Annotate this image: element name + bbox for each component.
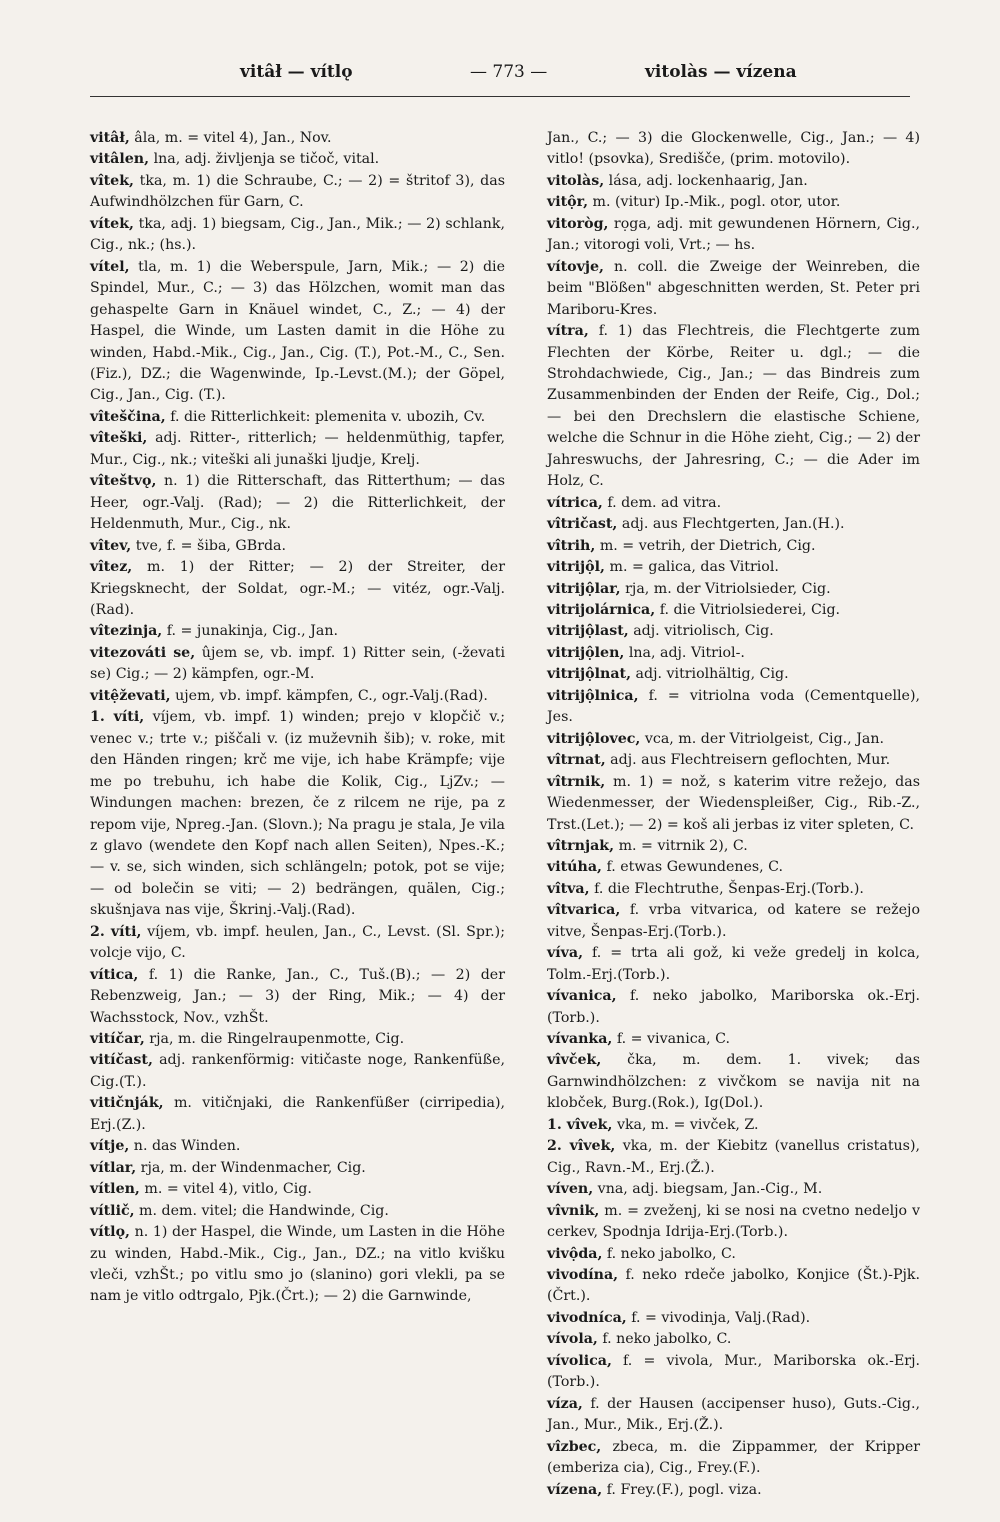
dictionary-entry [547, 836, 920, 857]
dictionary-entry [547, 1115, 920, 1136]
entry-headword: 2. vîvek, [547, 1138, 616, 1155]
dictionary-entry [547, 857, 920, 878]
dictionary-entry [90, 257, 505, 407]
dictionary-entry [547, 536, 920, 557]
entry-headword: vitâł, [90, 130, 130, 146]
entry-headword: vitộr, [547, 194, 589, 211]
dictionary-entry [547, 621, 920, 642]
entry-definition: adj. aus Flechtreisern geflochten, Mur. [605, 752, 891, 769]
entry-definition: f. neko jabolko, Mariborska ok.-Erj.(Torb.). [547, 988, 920, 1026]
dictionary-entry [547, 643, 920, 664]
entry-headword: vítrica, [547, 494, 603, 511]
page-header [90, 62, 920, 92]
entry-headword: vîteški, [90, 430, 148, 447]
entry-headword: vítje, [90, 1138, 130, 1155]
entry-definition: m. vitičnjaki, die Rankenfüßer (cirripedia), Erj.(Z.). [90, 1095, 505, 1133]
entry-definition: n. coll. die Zweige der Weinreben, die beim "Blößen" abgeschnitten werden, St. Peter pri Mariboru-Kres. [547, 258, 920, 318]
entry-definition: vna, adj. biegsam, Jan.-Cig., M. [593, 1181, 823, 1198]
page-number: — 773 — [470, 62, 548, 82]
entry-definition: f. = vitriolna voda (Cementquelle), Jes. [547, 687, 920, 726]
entry-headword: vítlen, [90, 1181, 140, 1198]
entry-definition: m. = zveženj, ki se nosi na cvetno nedeljo v cerkev, Spodnja Idrija-Erj.(Torb.). [547, 1202, 920, 1241]
entry-definition: víjem, vb. impf. heulen, Jan., C., Levst. (Sl. Spr.); volcje vijo, C. [90, 923, 505, 962]
entry-headword: vivodína, [547, 1267, 619, 1284]
dictionary-entry [547, 214, 920, 257]
dictionary-entry [547, 514, 920, 535]
entry-headword: vivộda, [547, 1245, 603, 1262]
dictionary-entry [90, 965, 505, 1029]
entry-definition: m. = vitel 4), vitlo, Cig. [139, 1181, 312, 1198]
entry-headword: vîtezinja, [90, 623, 163, 640]
entry-headword: víza, [547, 1395, 583, 1412]
dictionary-entry [547, 1308, 920, 1329]
dictionary-entry [547, 1480, 920, 1501]
entry-headword: vîtričast, [547, 516, 618, 533]
entry-definition: m. = vitrnik 2), C. [614, 837, 748, 854]
entry-definition: f. = junakinja, Cig., Jan. [162, 623, 338, 640]
entry-headword: vítra, [547, 323, 589, 340]
entry-headword: vîtek, [90, 172, 134, 189]
entry-definition: f. etwas Gewundenes, C. [601, 859, 784, 876]
entry-headword: vitrijộlast, [547, 623, 629, 640]
entry-definition: n. 1) die Ritterschaft, das Ritterthum; — das Heer, ogr.-Valj. (Rad); — 2) die Ritterlichkeit, der Heldenmuth, Mur., Cig., nk. [90, 473, 505, 533]
entry-headword: vítlǫ, [90, 1224, 130, 1241]
entry-definition: lna, adj. življenja se tičoč, vital. [149, 151, 380, 168]
entry-definition: víjem, vb. impf. 1) winden; prejo v klopčič v.; venec v.; trte v.; piščali v. (iz muževnih šib); v. roke, mit den Händen ringen; krč me vije, ich habe Krämpfe; vije me po trebuhu, ich habe die Kolik, Cig., LjZv.; — Windungen machen: brezen, če z rilcem ne rije, pa z repom vije, Npreg.-Jan. (Slovn.); Na pragu je stala, Je vila z glavo (wendete den Kopf nach allen Seiten), Npes.-K.; — v. se, sich winden, sich schlängeln; potok, pot se vije; — od bolečin se viti; — 2) bedrängen, quälen, Cig.; skušnjava nas vije, Škrinj.-Valj.(Rad). [90, 709, 505, 919]
entry-headword: vitezováti se, [90, 644, 196, 661]
entry-headword: vítovje, [547, 258, 604, 275]
entry-definition: f. = trta ali gož, ki veže gredelj in kolca, Tolm.-Erj.(Torb.). [547, 945, 920, 983]
header-rule [90, 96, 910, 97]
entry-headword: vitrijộlnat, [547, 666, 632, 683]
dictionary-entry [547, 750, 920, 771]
right-column [547, 128, 920, 1501]
entry-definition: m. (vitur) Ip.-Mik., pogl. otor, utor. [588, 194, 841, 211]
dictionary-entry [547, 1179, 920, 1200]
dictionary-entry [547, 772, 920, 836]
entry-headword: vitoròg, [547, 215, 609, 232]
dictionary-entry [547, 686, 920, 729]
entry-definition: čka, m. dem. 1. vivek; das Garnwindhölzchen: z vivčkom se navija nit na klobček, Burg.(Rok.), Ig(Dol.). [547, 1052, 920, 1112]
entry-headword: vîvček, [547, 1052, 602, 1069]
entry-headword: vívola, [547, 1331, 598, 1348]
entry-headword: vîvnik, [547, 1202, 600, 1219]
entry-headword: vitrijộlovec, [547, 730, 641, 747]
entry-headword: vitrijộlar, [547, 580, 621, 597]
entry-definition: ujem, vb. impf. kämpfen, C., ogr.-Valj.(Rad). [170, 687, 488, 704]
entry-headword: vîteščina, [90, 408, 166, 425]
dictionary-entry [90, 707, 505, 922]
entry-definition: rja, m. der Windenmacher, Cig. [136, 1159, 366, 1176]
entry-definition: f. dem. ad vitra. [602, 494, 722, 511]
dictionary-entry [90, 1050, 505, 1093]
dictionary-entry [90, 1201, 505, 1222]
entry-headword: víva, [547, 945, 584, 962]
entry-definition: m. = vetrih, der Dietrich, Cig. [595, 537, 816, 554]
entry-definition: f. neko rdeče jabolko, Konjice (Št.)-Pjk.(Črt.). [547, 1267, 920, 1305]
dictionary-entry [547, 1329, 920, 1350]
dictionary-entry [90, 407, 505, 428]
dictionary-entry [547, 664, 920, 685]
dictionary-entry [547, 1351, 920, 1394]
entry-definition: f. die Vitriolsiederei, Cig. [655, 601, 841, 618]
header-left-guide: vitâł — vítlǫ [240, 62, 353, 82]
entry-definition: ûjem se, vb. impf. 1) Ritter sein, (-ževati se) Cig.; — 2) kämpfen, ogr.-M. [90, 644, 505, 683]
entry-definition: tve, f. = šiba, GBrda. [131, 537, 287, 554]
entry-definition: f. 1) das Flechtreis, die Flechtgerte zum Flechten der Körbe, Reiter u. dgl.; — die Strohdachwiede, Cig., Jan.; — das Bindreis zum Zusammenbinden der Enden der Reife, Cig., Dol.; — bei den Drechslern die elastische Schiene, welche die Schnur in die Höhe zieht, Cig.; — 2) der Jahreswuchs, der Jahresring, C.; — die Ader im Holz, C. [547, 323, 920, 490]
dictionary-entry [547, 879, 920, 900]
entry-definition: f. Frey.(F.), pogl. viza. [602, 1481, 762, 1498]
entry-definition: f. die Flechtruthe, Šenpas-Erj.(Torb.). [589, 880, 864, 897]
dictionary-entry [90, 128, 505, 149]
entry-definition: âla, m. = vitel 4), Jan., Nov. [129, 130, 332, 146]
dictionary-entry [547, 1136, 920, 1179]
dictionary-entry [547, 171, 920, 192]
dictionary-entry [90, 171, 505, 214]
entry-headword: vîtva, [547, 880, 590, 897]
dictionary-entry [547, 557, 920, 578]
entry-definition: rja, m. die Ringelraupenmotte, Cig. [144, 1031, 405, 1048]
entry-headword: vîtez, [90, 559, 133, 576]
entry-headword: 2. víti, [90, 923, 142, 940]
entry-definition: zbeca, m. die Zippammer, der Kripper (emberiza cia), Cig., Frey.(F.). [547, 1438, 920, 1477]
entry-definition: f. = vivodinja, Valj.(Rad). [626, 1309, 811, 1326]
entry-headword: vítek, [90, 215, 134, 232]
entry-definition: rọga, adj. mit gewundenen Hörnern, Cig., Jan.; vitorogi voli, Vrt.; — hs. [547, 215, 920, 254]
entry-definition: lna, adj. Vitriol-. [624, 644, 745, 661]
entry-definition: adj. aus Flechtgerten, Jan.(H.). [617, 516, 845, 533]
dictionary-entry [90, 1093, 505, 1136]
entry-definition: Jan., C.; — 3) die Glockenwelle, Cig., Jan.; — 4) vitlo! (psovka), Središče, (prim. motovilo). [547, 130, 920, 168]
entry-definition: tla, m. 1) die Weberspule, Jarn, Mik.; — 2) die Spindel, Mur., C.; — 3) das Hölzchen, womit man das gehaspelte Garn in Knäuel windet, C., Z.; — 4) der Haspel, die Winde, um Lasten damit in die Höhe zu winden, Habd.-Mik., Cig., Jan., Cig. (T.), Pot.-M., C., Sen. (Fiz.), DZ.; die Wagenwinde, Ip.-Levst.(M.); der Göpel, Cig., Jan., Cig. (T.). [90, 258, 505, 404]
entry-definition: f. = vivola, Mur., Mariborska ok.-Erj.(Torb.). [547, 1352, 920, 1391]
entry-definition: tka, m. 1) die Schraube, C.; — 2) = štritof 3), das Aufwindhölzchen für Garn, C. [90, 172, 505, 211]
entry-headword: 1. vîvek, [547, 1116, 613, 1133]
entry-headword: vîtrih, [547, 537, 596, 554]
entry-headword: vitệževati, [90, 687, 171, 704]
entry-definition: f. die Ritterlichkeit: plemenita v. ubozih, Cv. [165, 408, 486, 425]
dictionary-entry [90, 686, 505, 707]
dictionary-entry [547, 1050, 920, 1114]
entry-headword: vitíčast, [90, 1052, 153, 1069]
dictionary-entry [90, 1179, 505, 1200]
dictionary-entry [90, 1136, 505, 1157]
entry-definition: adj. rankenförmig: vitičaste noge, Rankenfüße, Cig.(T.). [90, 1052, 505, 1090]
entry-headword: vîtvarica, [547, 902, 621, 919]
entry-definition: f. = vivanica, C. [612, 1031, 731, 1048]
dictionary-entry [90, 428, 505, 471]
entry-definition: adj. Ritter-, ritterlich; — heldenmüthig, tapfer, Mur., Cig., nk.; viteški ali junaški ljudje, Krelj. [90, 430, 505, 468]
entry-definition: n. 1) der Haspel, die Winde, um Lasten in die Höhe zu winden, Habd.-Mik., Cig., Jan., DZ.; na vitlo kvišku vleči, vzhŠt.; po vitlu smo jo (slanino) gori vlekli, pa se nam je vitlo odtrgalo, Pjk.(Črt.); — 2) die Garnwinde, [90, 1224, 505, 1305]
dictionary-entry [90, 557, 505, 621]
entry-headword: vîzbec, [547, 1438, 602, 1455]
dictionary-entry [547, 1029, 920, 1050]
dictionary-entry [547, 1265, 920, 1308]
entry-headword: vítlič, [90, 1202, 135, 1219]
entry-headword: vitíčar, [90, 1031, 145, 1048]
dictionary-entry [547, 1201, 920, 1244]
dictionary-entry [90, 536, 505, 557]
entry-headword: vitrijộl, [547, 559, 605, 576]
dictionary-entry [90, 149, 505, 170]
entry-headword: víven, [547, 1181, 594, 1198]
entry-headword: vivodníca, [547, 1309, 627, 1326]
dictionary-entry [90, 471, 505, 535]
entry-definition: rja, m. der Vitriolsieder, Cig. [620, 580, 831, 597]
entry-definition: adj. vitriolhältig, Cig. [631, 666, 789, 683]
entry-definition: lása, adj. lockenhaarig, Jan. [604, 172, 808, 189]
dictionary-entry [90, 643, 505, 686]
dictionary-entry [547, 493, 920, 514]
entry-definition: n. das Winden. [129, 1138, 241, 1155]
entry-definition: f. vrba vitvarica, od katere se režejo vitve, Šenpas-Erj.(Torb.). [547, 902, 920, 940]
entry-headword: vîteštvǫ, [90, 473, 157, 490]
entry-definition: tka, adj. 1) biegsam, Cig., Jan., Mik.; — 2) schlank, Cig., nk.; (hs.). [90, 215, 505, 254]
dictionary-entry [547, 257, 920, 321]
entry-headword: vîtrnjak, [547, 837, 615, 854]
entry-headword: vitâlen, [90, 151, 150, 168]
entry-headword: 1. víti, [90, 709, 145, 726]
dictionary-entry [547, 900, 920, 943]
dictionary-entry [90, 621, 505, 642]
dictionary-entry [547, 192, 920, 213]
entry-definition: m. dem. vitel; die Handwinde, Cig. [134, 1202, 389, 1219]
entry-definition: m. 1) = nož, s katerim vitre režejo, das Wiedenmesser, der Wiedenspleißer, Cig., Rib.-Z., Trst.(Let.); — 2) = koš ali jerbas iz viter spleten, C. [547, 773, 920, 833]
entry-definition: adj. vitriolisch, Cig. [628, 623, 774, 640]
dictionary-entry [547, 1244, 920, 1265]
entry-definition: f. der Hausen (accipenser huso), Guts.-Cig., Jan., Mur., Mik., Erj.(Ž.). [547, 1395, 920, 1434]
entry-headword: vîtrnik, [547, 773, 606, 790]
dictionary-entry [90, 1158, 505, 1179]
dictionary-entry [547, 321, 920, 493]
entry-headword: vitrijộlnica, [547, 687, 639, 704]
dictionary-entry [90, 214, 505, 257]
entry-definition: f. neko jabolko, C. [597, 1331, 732, 1348]
entry-headword: vitrijộlen, [547, 644, 625, 661]
entry-definition: vka, m. = vivček, Z. [612, 1116, 759, 1133]
header-right-guide: vitolàs — vízena [645, 62, 797, 82]
dictionary-entry [547, 600, 920, 621]
entry-headword: vítlar, [90, 1159, 137, 1176]
entry-headword: vízena, [547, 1481, 603, 1498]
left-column [90, 128, 505, 1308]
dictionary-entry [547, 986, 920, 1029]
entry-definition: f. 1) die Ranke, Jan., C., Tuš.(B).; — 2) der Rebenzweig, Jan.; — 3) der Ring, Mik.; — 4) der Wachsstock, Nov., vzhŠt. [90, 966, 505, 1026]
entry-headword: vívanka, [547, 1031, 613, 1048]
entry-headword: vítica, [90, 966, 139, 983]
entry-definition: vca, m. der Vitriolgeist, Cig., Jan. [640, 730, 884, 747]
entry-headword: vívolica, [547, 1352, 612, 1369]
dictionary-entry [547, 579, 920, 600]
dictionary-entry [547, 729, 920, 750]
dictionary-entry [547, 1394, 920, 1437]
entry-headword: vitolàs, [547, 172, 605, 189]
entry-headword: vîtev, [90, 537, 132, 554]
dictionary-entry [90, 1029, 505, 1050]
entry-headword: vitičnják, [90, 1095, 164, 1112]
entry-headword: vítel, [90, 258, 130, 275]
dictionary-entry [90, 1222, 505, 1308]
entry-definition: m. = galica, das Vitriol. [604, 559, 779, 576]
dictionary-entry [547, 128, 920, 171]
entry-headword: vîtrnat, [547, 752, 606, 769]
entry-headword: vitúha, [547, 859, 602, 876]
entry-headword: vívanica, [547, 988, 617, 1005]
entry-definition: vka, m. der Kiebitz (vanellus cristatus), Cig., Ravn.-M., Erj.(Ž.). [547, 1138, 920, 1176]
dictionary-entry [547, 943, 920, 986]
dictionary-entry [547, 1437, 920, 1480]
entry-definition: m. 1) der Ritter; — 2) der Streiter, der Kriegsknecht, der Soldat, ogr.-M.; — vitéz, ogr.-Valj.(Rad). [90, 559, 505, 618]
dictionary-entry [90, 922, 505, 965]
entry-headword: vitrijolárnica, [547, 601, 656, 618]
entry-definition: f. neko jabolko, C. [602, 1245, 736, 1262]
